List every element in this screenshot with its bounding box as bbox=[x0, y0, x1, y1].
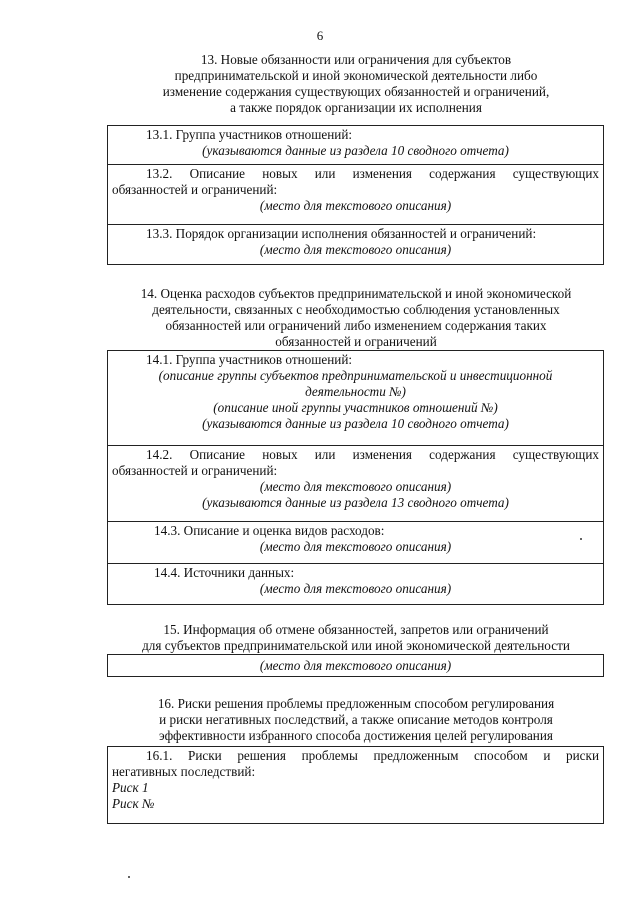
section-14-title bbox=[96, 286, 616, 350]
row-13-3 bbox=[108, 224, 603, 264]
row-14-1-note: (указываются данные из раздела 10 сводного отчета) bbox=[202, 416, 509, 431]
row-14-3-note: (место для текстового описания) bbox=[259, 539, 452, 554]
section-14-title-line: обязанностей или ограничений либо изменением содержания таких bbox=[165, 318, 547, 333]
row-14-4-note: (место для текстового описания) bbox=[259, 581, 452, 596]
section-15-title-line: 15. Информация об отмене обязанностей, запретов или ограничений bbox=[163, 622, 549, 637]
section-14-table bbox=[107, 350, 604, 605]
row-15-note: (место для текстового описания) bbox=[259, 658, 452, 673]
row-14-2-line2: обязанностей и ограничений: bbox=[112, 463, 278, 478]
row-14-1-label: 14.1. Группа участников отношений: bbox=[146, 352, 353, 367]
risk-n: Риск № bbox=[112, 796, 155, 811]
row-16-1-line2: негативных последствий: bbox=[112, 764, 256, 779]
section-14-title-line: обязанностей и ограничений bbox=[275, 334, 437, 349]
row-14-1 bbox=[108, 351, 603, 445]
row-13-2-line2: обязанностей и ограничений: bbox=[112, 182, 278, 197]
row-14-2-note: (место для текстового описания) bbox=[259, 479, 452, 494]
row-13-2-note: (место для текстового описания) bbox=[259, 198, 452, 213]
section-13-title bbox=[96, 52, 616, 116]
section-16-title-line: и риски негативных последствий, а также описание методов контроля bbox=[159, 712, 553, 727]
risk-1: Риск 1 bbox=[112, 780, 149, 795]
row-13-3-label: 13.3. Порядок организации исполнения обязанностей и ограничений: bbox=[146, 226, 537, 241]
row-14-2-line1: 14.2. Описание новых или изменения содержания существующих bbox=[146, 447, 599, 462]
row-14-1-note: (описание группы субъектов предпринимательской и инвестиционной bbox=[158, 368, 553, 383]
section-16-title-line: эффективности избранного способа достижения целей регулирования bbox=[159, 728, 553, 743]
section-15-table bbox=[107, 654, 604, 677]
section-13-title-line: а также порядок организации их исполнения bbox=[230, 100, 482, 115]
section-16-title bbox=[96, 696, 616, 744]
section-16-table bbox=[107, 746, 604, 824]
row-14-1-note: (описание иной группы участников отношений №) bbox=[213, 400, 498, 415]
row-14-4-label: 14.4. Источники данных: bbox=[154, 565, 295, 580]
scan-speck bbox=[580, 538, 582, 540]
section-13-title-line: предпринимательской и иной экономической деятельности либо bbox=[174, 68, 538, 83]
section-14-title-line: 14. Оценка расходов субъектов предпринимательской и иной экономической bbox=[140, 286, 572, 301]
row-13-2 bbox=[108, 164, 603, 224]
row-13-1-note: (указываются данные из раздела 10 сводного отчета) bbox=[202, 143, 509, 158]
row-14-2-note: (указываются данные из раздела 13 сводного отчета) bbox=[202, 495, 509, 510]
row-14-1-note: деятельности №) bbox=[305, 384, 406, 399]
row-14-4 bbox=[108, 563, 603, 604]
section-13-title-line: изменение содержания существующих обязанностей и ограничений, bbox=[162, 84, 550, 99]
section-14-title-line: деятельности, связанных с необходимостью соблюдения установленных bbox=[152, 302, 560, 317]
page-number: 6 bbox=[316, 28, 324, 43]
row-14-3-label: 14.3. Описание и оценка видов расходов: bbox=[154, 523, 385, 538]
section-16-title-line: 16. Риски решения проблемы предложенным способом регулирования bbox=[157, 696, 555, 711]
section-13-title-line: 13. Новые обязанности или ограничения для субъектов bbox=[200, 52, 512, 67]
row-13-1-label: 13.1. Группа участников отношений: bbox=[146, 127, 353, 142]
scan-speck bbox=[128, 876, 130, 878]
row-15 bbox=[108, 655, 603, 676]
row-13-2-line1: 13.2. Описание новых или изменения содержания существующих bbox=[146, 166, 599, 181]
row-13-1 bbox=[108, 126, 603, 164]
row-13-3-note: (место для текстового описания) bbox=[259, 242, 452, 257]
section-15-title-line: для субъектов предпринимательской или иной экономической деятельности bbox=[142, 638, 570, 653]
row-14-3 bbox=[108, 521, 603, 563]
section-15-title bbox=[96, 622, 616, 654]
row-16-1-line1: 16.1. Риски решения проблемы предложенным способом и риски bbox=[146, 748, 599, 763]
row-14-2 bbox=[108, 445, 603, 521]
section-13-table bbox=[107, 125, 604, 265]
row-16-1 bbox=[108, 747, 603, 814]
